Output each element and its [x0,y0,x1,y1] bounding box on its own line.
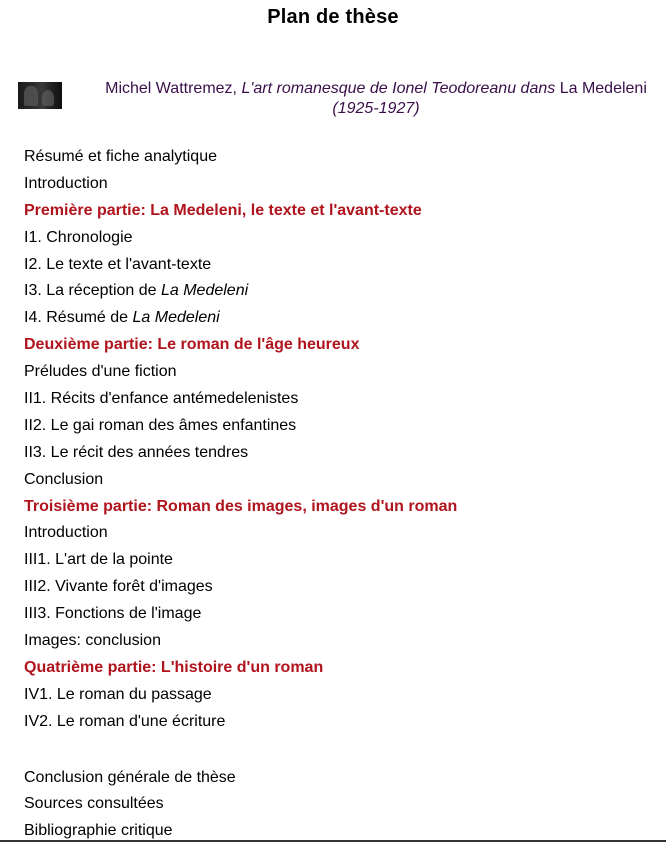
toc-link-iii2[interactable]: III2. Vivante forêt d'images [24,578,213,596]
toc-link-label: I4. Résumé de [24,309,133,327]
toc-link-italic: La Medeleni [132,309,220,327]
toc-link-iv1[interactable]: IV1. Le roman du passage [24,685,212,703]
toc-link-preludes[interactable]: Préludes d'une fiction [24,363,177,381]
toc-link-sources[interactable]: Sources consultées [24,795,164,813]
photo-figure-shape [42,90,54,106]
toc-link-ii2[interactable]: II2. Le gai roman des âmes enfantines [24,416,297,434]
toc-part-heading-2: Deuxième partie: Le roman de l'âge heureux [24,336,360,354]
toc-link-introduction-part3[interactable]: Introduction [24,524,108,542]
photo-figure-shape [24,86,38,106]
toc-link-iv2[interactable]: IV2. Le roman d'une écriture [24,712,226,730]
author-photo-thumbnail[interactable] [18,82,62,109]
toc-link-iii3[interactable]: III3. Fonctions de l'image [24,605,202,623]
table-of-contents [24,146,644,844]
toc-link-italic: La Medeleni [160,282,249,300]
work-title-italic: L'art romanesque de Ionel Teodoreanu dans [241,80,556,97]
toc-link-resume[interactable]: Résumé et fiche analytique [24,148,217,165]
toc-link-i1[interactable]: I1. Chronologie [24,228,133,246]
author-reference [96,79,656,119]
toc-part-heading-3: Troisième partie: Roman des images, images d'un roman [24,497,458,515]
toc-link-i2[interactable]: I2. Le texte et l'avant-texte [24,255,212,273]
toc-link-general-conclusion[interactable]: Conclusion générale de thèse [24,768,236,786]
toc-link-introduction[interactable]: Introduction [24,174,108,192]
toc-part-heading-1: Première partie: La Medeleni, le texte et l'avant-texte [24,201,422,219]
toc-link-i3[interactable] [24,280,644,307]
toc-link-bibliography[interactable]: Bibliographie critique [24,822,173,840]
work-dates: (1925-1927) [332,100,420,117]
toc-link-conclusion-part2[interactable]: Conclusion [24,470,104,488]
toc-link-images-conclusion[interactable]: Images: conclusion [24,632,161,650]
toc-link-iii1[interactable]: III1. L'art de la pointe [24,551,173,569]
toc-spacer [24,738,644,767]
author-name: Michel Wattremez, [105,80,242,97]
toc-link-ii3[interactable]: II3. Le récit des années tendres [24,443,249,461]
toc-part-heading-4: Quatrième partie: L'histoire d'un roman [24,658,324,676]
work-title-plain: La Medeleni [555,80,647,97]
toc-link-ii1[interactable]: II1. Récits d'enfance antémedelenistes [24,390,299,408]
bottom-divider [0,840,666,842]
toc-link-i4[interactable] [24,307,644,334]
toc-link-label: I3. La réception de [24,282,161,300]
page-title: Plan de thèse [267,6,399,28]
